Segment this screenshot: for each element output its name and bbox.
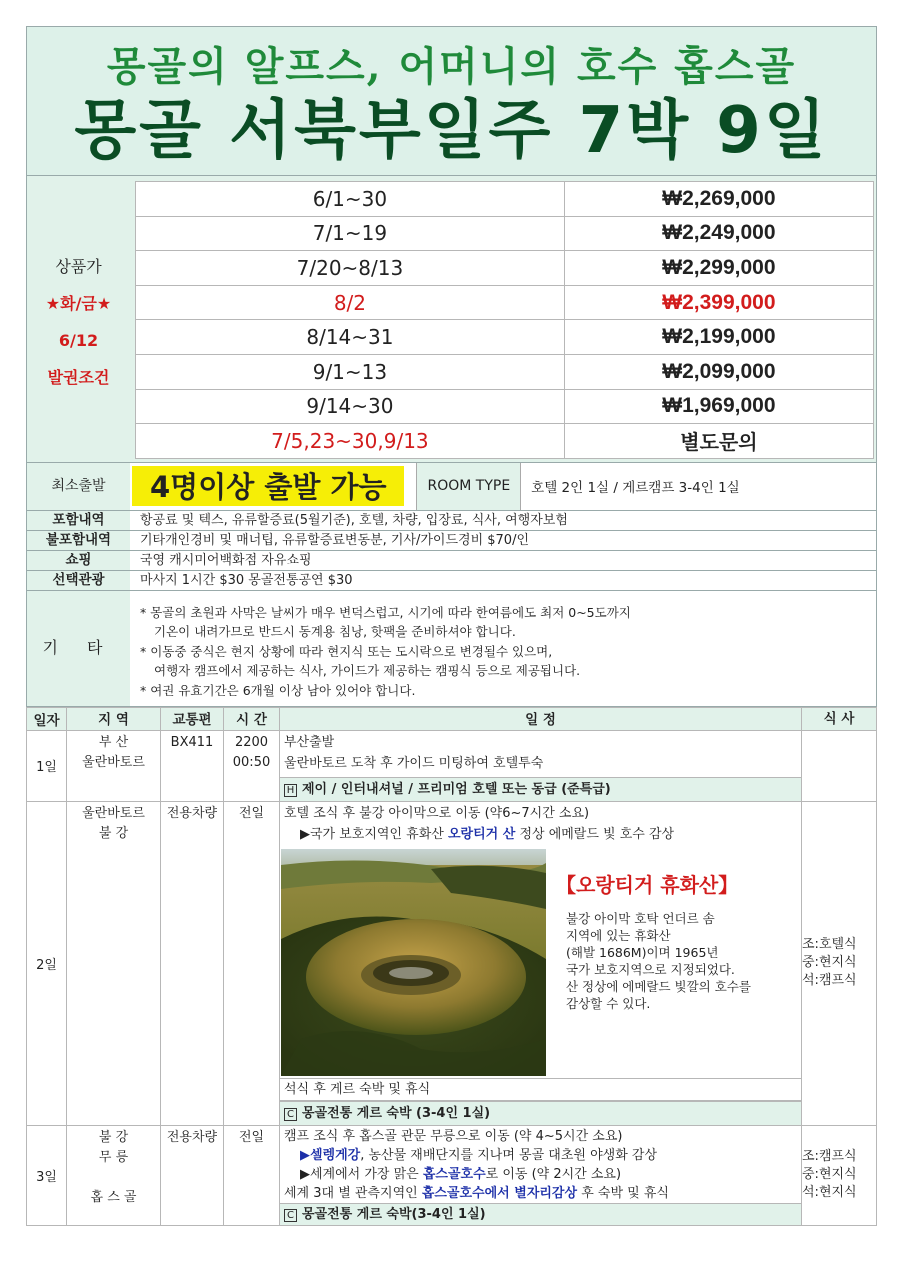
price-value: ₩1,969,000 [564, 389, 873, 424]
region: 무 릉 [98, 1149, 129, 1165]
min-departure-row [26, 463, 877, 511]
day-number: 3일 [27, 1125, 67, 1225]
hotel-name: 몽골전통 게르 숙박(3-4인 1실) [302, 1206, 486, 1222]
spot-desc-line: 불강 아이막 호탁 언더르 솜 [566, 910, 715, 926]
price-row [136, 424, 874, 459]
etc-note-line: 여행자 캠프에서 제공하는 식사, 가이드가 제공하는 캠핑식 등으로 제공됩니다. [154, 663, 581, 679]
region: 홉 스 골 [90, 1189, 137, 1205]
time: 전일 [224, 801, 280, 1125]
price-value: ₩2,099,000 [564, 354, 873, 389]
include-value: 항공료 및 텍스, 유류할증료(5월기준), 호텔, 차량, 입장료, 식사, 여행자보험 [130, 511, 876, 530]
exclude-value: 기타개인경비 및 매너팁, 유류할증료변동분, 기사/가이드경비 $70/인 [130, 531, 876, 550]
times [224, 730, 280, 801]
spot-desc-line: 지역에 있는 휴화산 [566, 927, 671, 943]
spot-feature [280, 845, 801, 1076]
itinerary-line: 부산출발 [284, 734, 335, 750]
title-banner [26, 26, 877, 176]
spot-desc-line: (해발 1686M)이며 1965년 [566, 944, 719, 960]
hotel-icon: H [284, 784, 297, 797]
price-row [136, 389, 874, 424]
hotel-info [280, 1203, 801, 1225]
camp-icon: C [284, 1108, 297, 1121]
region: 울란바토르 [82, 805, 145, 821]
text-segment: 정상 에메랄드 빛 호수 감상 [515, 826, 675, 842]
meal: 조:호텔식 [802, 937, 857, 953]
camp-icon: C [284, 1209, 297, 1222]
shopping-label: 쇼핑 [27, 551, 130, 570]
hotel-name: 제이 / 인터내셔널 / 프리미엄 호텔 또는 동급 (준특급) [302, 781, 611, 797]
page-subtitle: 몽골의 알프스, 어머니의 호수 홉스골 [106, 43, 797, 90]
price-period: 6/1~30 [136, 182, 565, 217]
exclude-row [26, 531, 877, 551]
price-left-labels [27, 176, 130, 462]
text-segment: , 농산물 재배단지를 지나며 몽골 대초원 야생화 감상 [360, 1147, 658, 1163]
price-period: 9/1~13 [136, 354, 565, 389]
price-period: 7/20~8/13 [136, 251, 565, 286]
price-row [136, 320, 874, 355]
hotel-info [280, 1101, 801, 1125]
min-departure-value: 4명이상 출발 가능 [132, 466, 404, 506]
transport: 전용차량 [161, 801, 224, 1125]
etc-note-line: * 여권 유효기간은 6개월 이상 남아 있어야 합니다. [140, 682, 416, 698]
time: 전일 [224, 1125, 280, 1225]
text-segment: 후 숙박 및 휴식 [577, 1185, 669, 1201]
itinerary-line [280, 1184, 801, 1203]
schedule-day-3 [27, 1125, 877, 1225]
schedule-table [26, 707, 877, 1226]
price-period: 8/14~31 [136, 320, 565, 355]
etc-note-line: * 이동중 중식은 현지 상황에 따라 현지식 또는 도시락으로 변경될수 있으며, [140, 643, 553, 659]
col-transport: 교통편 [161, 707, 224, 730]
meal: 조:캠프식 [802, 1149, 857, 1165]
highlight-text: 홉스골호수 [422, 1166, 486, 1182]
day-regions [67, 730, 161, 801]
day-number: 1일 [27, 730, 67, 801]
highlight-text: 오랑티거 산 [447, 826, 516, 842]
col-time: 시 간 [224, 707, 280, 730]
meal: 석:현지식 [802, 1185, 857, 1201]
region: 부 산 [98, 734, 129, 750]
schedule-day-1 [27, 730, 877, 801]
room-type-label: ROOM TYPE [416, 463, 521, 510]
etc-note-line: 기온이 내려가므로 반드시 동계용 침낭, 핫팩을 준비하셔야 합니다. [154, 624, 516, 640]
itinerary-line [280, 1146, 801, 1165]
itinerary-line: 울란바토르 도착 후 가이드 미팅하여 호텔투숙 [284, 755, 544, 771]
meal: 중:현지식 [802, 1167, 857, 1183]
price-value: ₩2,399,000 [564, 285, 873, 320]
meal: 중:현지식 [802, 955, 857, 971]
meals [802, 1125, 877, 1225]
volcano-crater-image [281, 849, 546, 1076]
price-row-highlight [136, 285, 874, 320]
itinerary [280, 1125, 802, 1225]
itinerary-line: 호텔 조식 후 불강 아이막으로 이동 (약6~7시간 소요) [284, 805, 590, 821]
time: 2200 [234, 734, 269, 750]
itinerary-line [280, 824, 801, 845]
itinerary-line: 석식 후 게르 숙박 및 휴식 [280, 1078, 801, 1101]
option-label: 선택관광 [27, 571, 130, 590]
price-period: 7/1~19 [136, 216, 565, 251]
itinerary [280, 801, 802, 1125]
col-region: 지 역 [67, 707, 161, 730]
region: 불 강 [98, 825, 129, 841]
spot-title: 【오랑티거 휴화산】 [556, 872, 739, 897]
hotel-name: 몽골전통 게르 숙박 (3-4인 1실) [302, 1105, 491, 1121]
price-period: 8/2 [136, 285, 565, 320]
exclude-label: 불포함내역 [27, 531, 130, 550]
text-segment: 세계 3대 별 관측지역인 [284, 1185, 422, 1201]
option-value: 마사지 1시간 $30 몽골전통공연 $30 [130, 571, 876, 590]
price-value: 별도문의 [564, 424, 873, 459]
meals [802, 801, 877, 1125]
spot-desc-line: 산 정상에 에메랄드 빛깔의 호수를 [566, 978, 751, 994]
highlight-text: 홉스골호수에서 별자리감상 [421, 1185, 578, 1201]
price-section [26, 176, 877, 463]
etc-notes [130, 591, 876, 706]
day-number: 2일 [27, 801, 67, 1125]
meals [802, 730, 877, 801]
price-row [136, 182, 874, 217]
price-label: 상품가 [55, 256, 102, 276]
include-row [26, 511, 877, 531]
text-segment: ▶국가 보호지역인 휴화산 [300, 826, 448, 842]
region: 불 강 [98, 1129, 129, 1145]
option-row [26, 571, 877, 591]
min-departure-label: 최소출발 [27, 463, 130, 510]
day-regions [67, 1125, 161, 1225]
hotel-info [280, 777, 801, 801]
day-regions [67, 801, 161, 1125]
itinerary-line: 캠프 조식 후 홉스골 관문 무릉으로 이동 (약 4~5시간 소요) [284, 1128, 623, 1144]
region: 울란바토르 [82, 754, 145, 770]
spot-desc-line: 국가 보호지역으로 지정되었다. [566, 961, 735, 977]
price-value: ₩2,249,000 [564, 216, 873, 251]
departure-days-label: ★화/금★ [45, 293, 112, 313]
etc-label: 기 타 [27, 591, 130, 706]
price-value: ₩2,199,000 [564, 320, 873, 355]
highlight-text: ▶셀렝게강 [300, 1147, 361, 1163]
schedule-day-2 [27, 801, 877, 1125]
volcano-photo [281, 849, 546, 1076]
price-row [136, 251, 874, 286]
etc-note-line: * 몽골의 초원과 사막은 날씨가 매우 변덕스럽고, 시기에 따라 한여름에도 최저 0~5도까지 [140, 604, 631, 620]
include-label: 포함내역 [27, 511, 130, 530]
meal: 석:캠프식 [802, 973, 857, 989]
price-row [136, 216, 874, 251]
text-segment: 로 이동 (약 2시간 소요) [485, 1166, 622, 1182]
shopping-row [26, 551, 877, 571]
ticketing-condition-label: 발권조건 [47, 367, 110, 387]
page-title: 몽골 서북부일주 7박 9일 [74, 94, 829, 168]
spot-text [546, 849, 751, 1076]
text-segment: ▶세계에서 가장 맑은 [300, 1166, 423, 1182]
transport: BX411 [161, 730, 224, 801]
price-period: 7/5,23~30,9/13 [136, 424, 565, 459]
time: 00:50 [232, 754, 271, 770]
price-period: 9/14~30 [136, 389, 565, 424]
ticketing-date-label: 6/12 [58, 330, 99, 350]
price-value: ₩2,269,000 [564, 182, 873, 217]
spot-description [556, 910, 751, 1012]
shopping-value: 국영 캐시미어백화점 자유쇼핑 [130, 551, 876, 570]
col-itinerary: 일 정 [280, 707, 802, 730]
transport: 전용차량 [161, 1125, 224, 1225]
price-table [135, 181, 874, 459]
col-day: 일자 [27, 707, 67, 730]
price-value: ₩2,299,000 [564, 251, 873, 286]
etc-row [26, 591, 877, 707]
col-meals: 식 사 [802, 707, 877, 730]
room-type-value: 호텔 2인 1실 / 게르캠프 3-4인 1실 [531, 480, 740, 497]
schedule-header [27, 707, 877, 730]
price-row [136, 354, 874, 389]
itinerary-line [280, 1165, 801, 1184]
spot-desc-line: 감상할 수 있다. [566, 995, 651, 1011]
itinerary [280, 730, 802, 801]
itinerary-document [26, 26, 877, 1226]
